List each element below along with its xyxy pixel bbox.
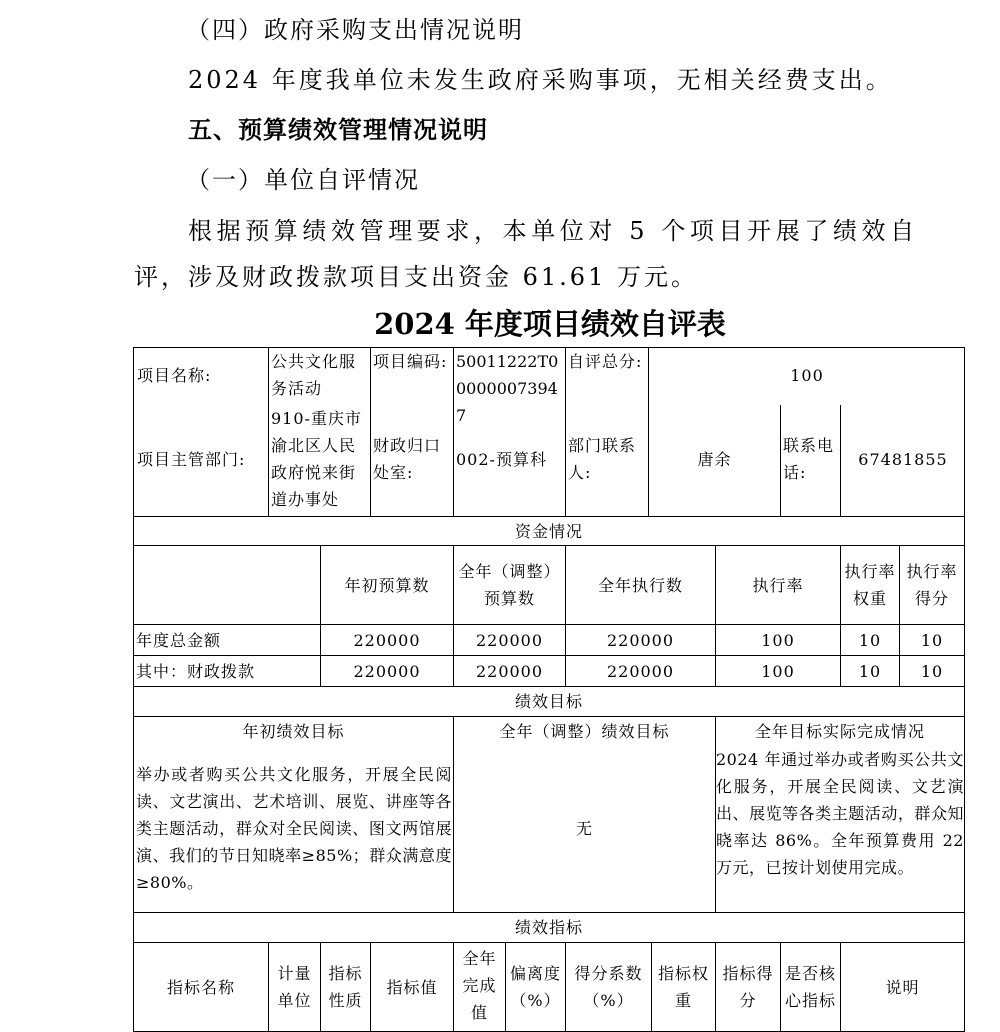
funds-cell: 220000 [565,624,716,656]
indicator-header: 得分系数（%） [565,942,652,1032]
actual-goal-text: 2024 年通过举办或者购买公共文化服务，开展全民阅读、文艺演出、展览等各类主题活动，群众知晓率达 86%。全年预算费用 22 万元，已按计划使用完成。 [716,750,964,877]
indicator-header: 指标权重 [651,942,716,1032]
self-score-value: 100 [790,366,824,385]
funds-header: 执行率权重 [840,545,900,625]
funds-header: 全年执行数 [565,545,716,625]
office-label: 财政归口处室: [373,436,442,482]
funds-cell: 10 [899,624,965,656]
dept-label: 项目主管部门: [137,450,246,469]
funds-cell: 10 [840,624,900,656]
contact-label: 部门联系人: [568,436,637,482]
paragraph-line-2: 评，涉及财政拨款项目支出资金 61.61 万元。 [134,263,698,291]
phone-value: 67481855 [858,450,948,469]
funds-row-label: 其中：财政拨款 [133,655,321,687]
funds-header: 执行率得分 [899,545,965,625]
contact-value: 唐余 [697,450,732,469]
funds-cell: 220000 [565,655,716,687]
dept-value: 910-重庆市渝北区人民政府悦来街道办事处 [271,409,362,509]
funds-heading: 资金情况 [133,516,965,546]
funds-cell: 220000 [453,624,566,656]
section4-text: 2024 年度我单位未发生政府采购事项，无相关经费支出。 [188,66,893,94]
funds-cell: 220000 [320,655,454,687]
section4-heading: （四）政府采购支出情况说明 [186,16,524,44]
funds-header: 全年（调整）预算数 [453,545,566,625]
funds-header-blank [133,545,321,625]
funds-row-label: 年度总金额 [133,624,321,656]
project-name-label: 项目名称: [137,366,212,385]
indicator-header: 指标得分 [715,942,781,1032]
sub1-heading: （一）单位自评情况 [186,166,420,194]
indicator-header: 指标名称 [133,942,269,1032]
indicators-heading: 绩效指标 [133,912,965,943]
indicator-header: 指标性质 [320,942,371,1032]
funds-cell: 10 [899,655,965,687]
paragraph-line-1: 根据预算绩效管理要求，本单位对 5 个项目开展了绩效自 [188,217,919,245]
funds-cell: 100 [715,624,841,656]
phone-label: 联系电话: [783,436,835,482]
indicator-header: 全年完成值 [453,942,506,1032]
initial-goal-label: 年初绩效目标 [242,722,345,741]
adjusted-goal-label: 全年（调整）绩效目标 [499,722,670,741]
project-code-value: 50011222T000000073947 [456,352,559,425]
office-value: 002-预算科 [456,450,547,469]
funds-cell: 220000 [453,655,566,687]
funds-cell: 100 [715,655,841,687]
project-name-value: 公共文化服务活动 [271,352,357,398]
indicator-header: 计量单位 [268,942,321,1032]
indicator-header: 是否核心指标 [780,942,841,1032]
adjusted-goal-text: 无 [575,819,593,838]
funds-header: 执行率 [715,545,841,625]
funds-cell: 220000 [320,624,454,656]
indicator-header: 说明 [840,942,965,1032]
goals-heading: 绩效目标 [133,686,965,717]
project-code-label: 项目编码: [373,352,448,371]
indicator-header: 偏离度（%） [505,942,566,1032]
initial-goal-text: 举办或者购买公共文化服务，开展全民阅读、文艺演出、艺术培训、展览、讲座等各类主题活动，群众对全民阅读、图文两馆展演、我们的节日知晓率≥85%；群众满意度≥80%。 [136,765,452,892]
table-title: 2024 年度项目绩效自评表 [374,307,726,341]
funds-cell: 10 [840,655,900,687]
section5-heading: 五、预算绩效管理情况说明 [188,115,488,144]
indicator-header: 指标值 [370,942,454,1032]
actual-goal-label: 全年目标实际完成情况 [754,722,925,741]
funds-header: 年初预算数 [320,545,454,625]
self-score-label: 自评总分: [568,352,643,371]
